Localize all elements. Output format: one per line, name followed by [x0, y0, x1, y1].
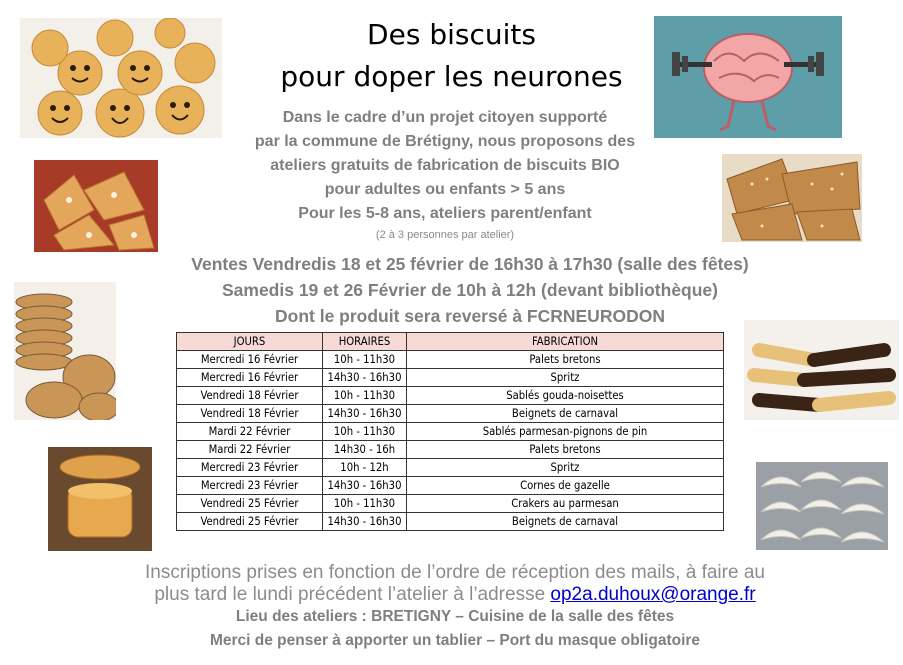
table-row: [177, 495, 724, 513]
location-text: Lieu des ateliers : BRETIGNY – Cuisine de la salle des fêtes: [235, 608, 675, 625]
cell-time: 10h - 11h30: [323, 423, 407, 441]
intro-line: ateliers gratuits de fabrication de biscuits BIO: [270, 157, 620, 174]
cell-time: 14h30 - 16h30: [323, 405, 407, 423]
cell-time: 14h30 - 16h30: [323, 477, 407, 495]
registration-line-1: Inscriptions prises en fonction de l’ordre de réception des mails, à faire au: [145, 562, 765, 583]
registration-info: [60, 562, 850, 606]
footer-notes: [60, 605, 850, 653]
sales-line: Samedis 19 et 26 Février de 10h à 12h (devant bibliothèque): [221, 280, 718, 300]
intro-line: pour adultes ou enfants > 5 ans: [324, 181, 566, 198]
table-row: [177, 423, 724, 441]
cell-day: Mardi 22 Février: [177, 423, 323, 441]
intro-line: Dans le cadre d’un projet citoyen supporté: [282, 109, 608, 126]
cell-recipe: Sablés parmesan-pignons de pin: [407, 423, 724, 441]
cell-recipe: Beignets de carnaval: [407, 405, 724, 423]
cell-day: Vendredi 25 Février: [177, 495, 323, 513]
cell-day: Mercredi 23 Février: [177, 459, 323, 477]
cell-day: Vendredi 25 Février: [177, 513, 323, 531]
pastries-photo: [34, 160, 158, 252]
registration-line-2: [60, 584, 850, 606]
title-line-1: Des biscuits: [367, 18, 536, 51]
cell-day: Vendredi 18 Février: [177, 405, 323, 423]
sales-line: Dont le produit sera reversé à FCRNEURODON: [275, 306, 665, 326]
cornes-de-gazelle-photo: [756, 462, 888, 550]
spritz-cookies-photo: [744, 320, 899, 420]
table-header-row: [177, 333, 724, 351]
table-row: [177, 405, 724, 423]
cell-day: Vendredi 18 Février: [177, 387, 323, 405]
cell-recipe: Palets bretons: [407, 351, 724, 369]
cell-time: 10h - 11h30: [323, 495, 407, 513]
registration-line-2-text: plus tard le lundi précédent l’atelier à l’adresse: [154, 584, 551, 605]
email-link[interactable]: op2a.duhoux@orange.fr: [550, 584, 756, 605]
cell-time: 14h30 - 16h30: [323, 369, 407, 387]
cell-recipe: Spritz: [407, 369, 724, 387]
stacked-biscuits-photo: [14, 282, 116, 420]
cell-recipe: Cornes de gazelle: [407, 477, 724, 495]
intro-line: Pour les 5-8 ans, ateliers parent/enfant: [298, 205, 592, 222]
header-horaires: HORAIRES: [323, 333, 407, 351]
cell-time: 10h - 11h30: [323, 387, 407, 405]
cell-recipe: Crakers au parmesan: [407, 495, 724, 513]
palets-bretons-photo: [48, 447, 152, 551]
intro-text: [200, 106, 690, 244]
smiley-cookies-photo: [20, 18, 222, 138]
cell-time: 14h30 - 16h: [323, 441, 407, 459]
cell-day: Mercredi 16 Février: [177, 351, 323, 369]
reminder-text: Merci de penser à apporter un tablier – Port du masque obligatoire: [209, 632, 701, 649]
cell-recipe: Spritz: [407, 459, 724, 477]
cell-recipe: Beignets de carnaval: [407, 513, 724, 531]
title-line-2: pour doper les neurones: [280, 60, 623, 93]
cell-time: 10h - 11h30: [323, 351, 407, 369]
cell-recipe: Sablés gouda-noisettes: [407, 387, 724, 405]
table-row: [177, 513, 724, 531]
cell-time: 14h30 - 16h30: [323, 513, 407, 531]
table-row: [177, 351, 724, 369]
header-jours: JOURS: [177, 333, 323, 351]
cell-recipe: Palets bretons: [407, 441, 724, 459]
brain-dumbbell-illustration: [654, 16, 842, 138]
seed-crackers-photo: [722, 154, 862, 242]
intro-line: par la commune de Brétigny, nous proposons des: [254, 133, 636, 150]
table-row: [177, 387, 724, 405]
table-row: [177, 459, 724, 477]
table-row: [177, 477, 724, 495]
sales-line: Ventes Vendredis 18 et 25 février de 16h30 à 17h30 (salle des fêtes): [191, 254, 749, 274]
cell-day: Mercredi 16 Février: [177, 369, 323, 387]
cell-day: Mercredi 23 Février: [177, 477, 323, 495]
table-row: [177, 369, 724, 387]
intro-note: (2 à 3 personnes par atelier): [375, 229, 515, 241]
cell-time: 10h - 12h: [323, 459, 407, 477]
schedule-table: [176, 332, 724, 531]
header-fabrication: FABRICATION: [407, 333, 724, 351]
sales-info: [120, 251, 820, 329]
table-row: [177, 441, 724, 459]
cell-day: Mardi 22 Février: [177, 441, 323, 459]
